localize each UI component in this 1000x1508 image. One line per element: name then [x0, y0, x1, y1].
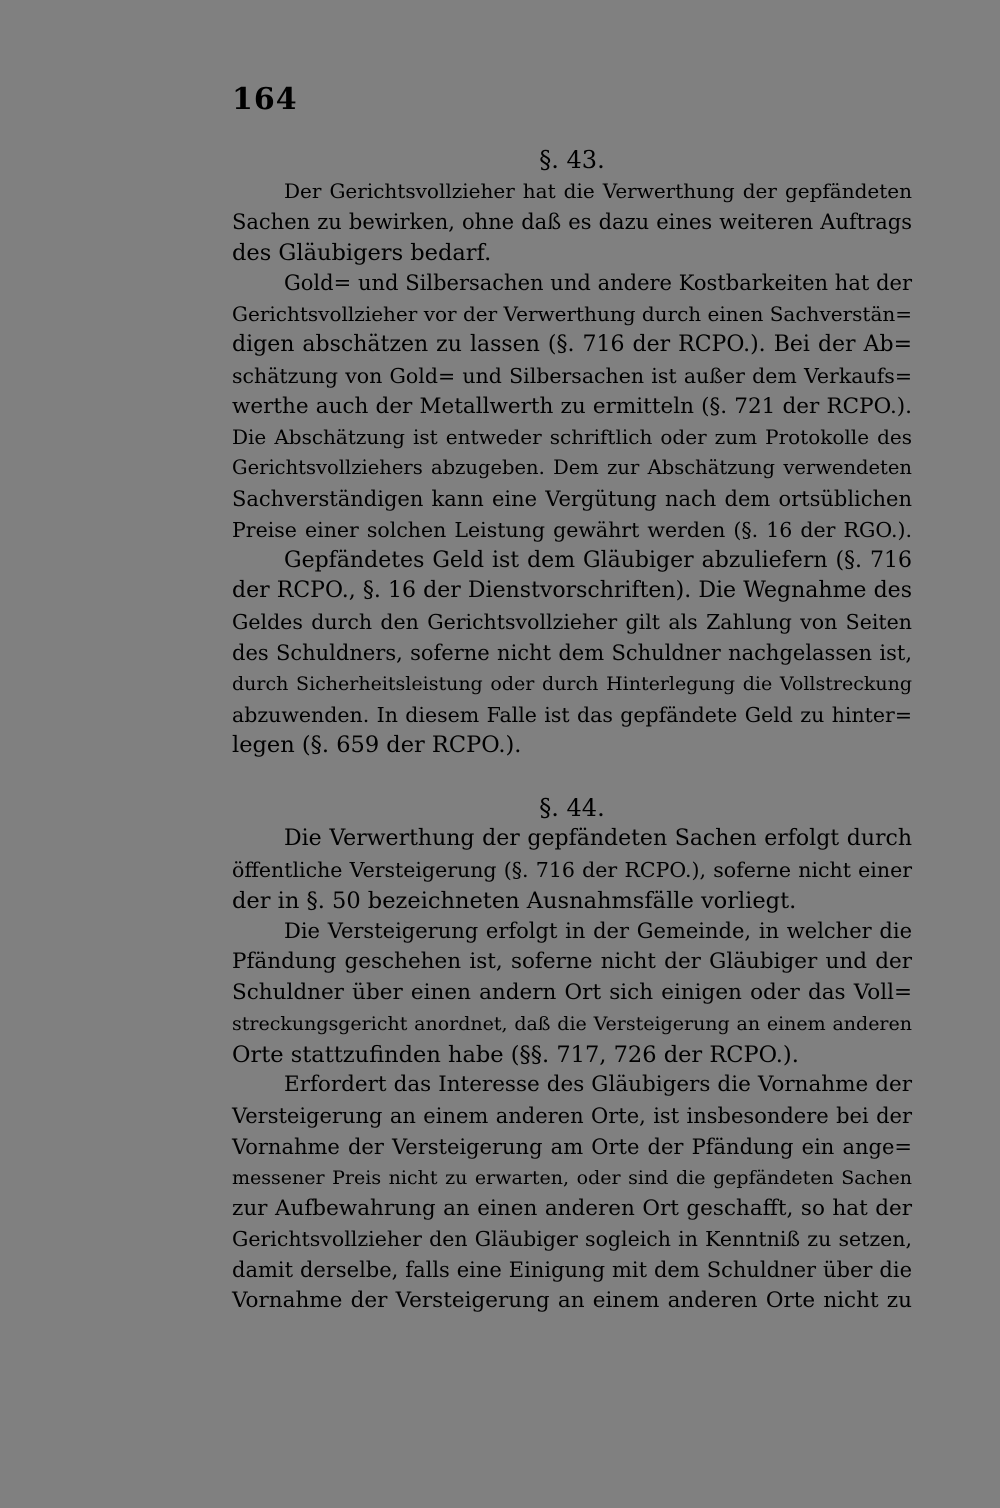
text-line: werthe auch der Metallwerth zu ermitteln (§. 721 der RCPO.). [232, 393, 912, 419]
page-number: 164 [232, 82, 298, 117]
text-line: der in §. 50 bezeichneten Ausnahmsfälle vorliegt. [232, 887, 797, 914]
section-body [232, 824, 912, 1317]
text-line: öffentliche Versteigerung (§. 716 der RCPO.), soferne nicht einer [232, 857, 912, 882]
text-line: Gerichtsvollzieher vor der Verwerthung durch einen Sachverstän= [232, 302, 912, 327]
text-line: Sachen zu bewirken, ohne daß es dazu eines weiteren Auftrags [232, 209, 912, 234]
text-line: legen (§. 659 der RCPO.). [232, 732, 522, 759]
text-line: Der Gerichtsvollzieher hat die Verwerthung der gepfändeten [284, 179, 912, 203]
text-line: Versteigerung an einem anderen Orte, ist insbesondere bei der [232, 1104, 912, 1129]
text-line: Die Abschätzung ist entweder schriftlich oder zum Protokolle des [232, 425, 912, 450]
text-line: durch Sicherheitsleistung oder durch Hinterlegung die Vollstreckung [232, 672, 912, 695]
text-line: Vornahme der Versteigerung am Orte der Pfändung ein ange= [232, 1134, 912, 1159]
section-heading: §. 44. [539, 794, 605, 822]
text-line: der RCPO., §. 16 der Dienstvorschriften). Die Wegnahme des [232, 578, 912, 604]
text-line: des Gläubigers bedarf. [232, 239, 492, 266]
text-line: Pfändung geschehen ist, soferne nicht der Gläubiger und der [232, 949, 912, 975]
section-body [232, 176, 912, 761]
section-43 [232, 144, 912, 761]
text-line: Gepfändetes Geld ist dem Gläubiger abzuliefern (§. 716 [284, 547, 912, 573]
text-line: Erfordert das Interesse des Gläubigers die Vornahme der [284, 1072, 912, 1098]
text-line: Orte stattzufinden habe (§§. 717, 726 der RCPO.). [232, 1041, 799, 1068]
text-line: Die Versteigerung erfolgt in der Gemeinde, in welcher die [284, 919, 912, 944]
text-line: zur Aufbewahrung an einen anderen Ort geschafft, so hat der [232, 1195, 912, 1221]
text-line: Schuldner über einen andern Ort sich einigen oder das Voll= [232, 979, 912, 1005]
text-line: digen abschätzen zu lassen (§. 716 der RCPO.). Bei der Ab= [232, 331, 912, 357]
text-line: des Schuldners, soferne nicht dem Schuldner nachgelassen ist, [232, 640, 912, 665]
section-heading: §. 43. [539, 146, 605, 174]
text-line: Preise einer solchen Leistung gewährt werden (§. 16 der RGO.). [232, 517, 912, 542]
text-line: Gold= und Silbersachen und andere Kostbarkeiten hat der [284, 271, 912, 296]
text-line: Gerichtsvollzieher den Gläubiger sogleich in Kenntniß zu setzen, [232, 1227, 912, 1252]
text-line: Sachverständigen kann eine Vergütung nach dem ortsüblichen [232, 486, 912, 511]
text-line: messener Preis nicht zu erwarten, oder sind die gepfändeten Sachen [232, 1166, 912, 1189]
text-line: Gerichtsvollziehers abzugeben. Dem zur Abschätzung verwendeten [232, 456, 912, 480]
text-line: Vornahme der Versteigerung an einem anderen Orte nicht zu [232, 1287, 912, 1313]
text-line: Geldes durch den Gerichtsvollzieher gilt als Zahlung von Seiten [232, 610, 912, 635]
section-44 [232, 792, 912, 1317]
text-line: damit derselbe, falls eine Einigung mit dem Schuldner über die [232, 1258, 912, 1283]
text-line: Die Verwerthung der gepfändeten Sachen erfolgt durch [284, 826, 912, 851]
text-line: streckungsgericht anordnet, daß die Versteigerung an einem anderen [232, 1012, 912, 1035]
text-line: schätzung von Gold= und Silbersachen ist außer dem Verkaufs= [232, 363, 912, 388]
text-line: abzuwenden. In diesem Falle ist das gepfändete Geld zu hinter= [232, 702, 912, 727]
